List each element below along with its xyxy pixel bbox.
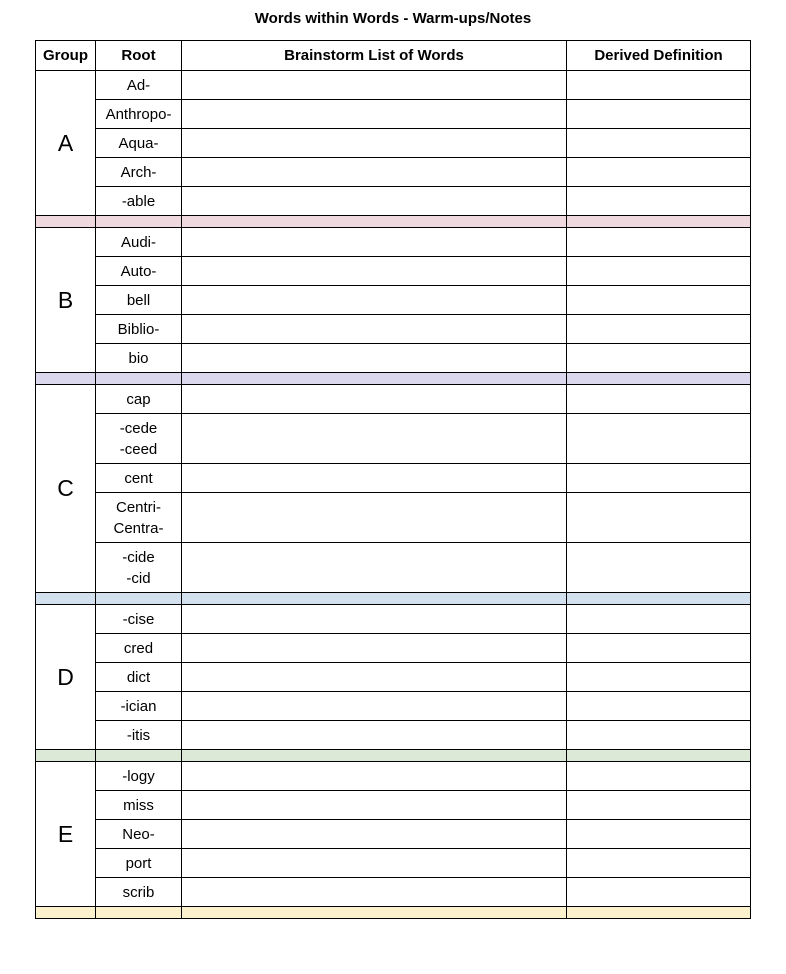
separator-cell (36, 593, 96, 605)
brainstorm-cell[interactable] (182, 820, 567, 849)
group-separator-row (36, 750, 751, 762)
definition-cell[interactable] (567, 605, 751, 634)
page-title: Words within Words - Warm-ups/Notes (254, 10, 532, 27)
root-text: scrib (122, 883, 155, 901)
root-cell (96, 286, 182, 315)
root-text: -ceed (119, 440, 158, 458)
root-text: cap (126, 390, 151, 408)
brainstorm-cell[interactable] (182, 605, 567, 634)
root-text: Centri- (115, 498, 161, 516)
separator-cell (567, 593, 751, 605)
roots-table (35, 40, 751, 919)
separator-cell (567, 373, 751, 385)
table-row (36, 721, 751, 750)
root-cell (96, 605, 182, 634)
brainstorm-cell[interactable] (182, 286, 567, 315)
root-text: bell (126, 291, 151, 309)
table-row (36, 634, 751, 663)
table-row (36, 605, 751, 634)
brainstorm-cell[interactable] (182, 315, 567, 344)
definition-cell[interactable] (567, 791, 751, 820)
brainstorm-cell[interactable] (182, 663, 567, 692)
brainstorm-header: Brainstorm List of Words (182, 41, 567, 71)
brainstorm-cell[interactable] (182, 158, 567, 187)
brainstorm-cell[interactable] (182, 464, 567, 493)
table-row (36, 71, 751, 100)
definition-cell[interactable] (567, 634, 751, 663)
definition-cell[interactable] (567, 187, 751, 216)
root-cell (96, 791, 182, 820)
separator-cell (36, 750, 96, 762)
root-cell (96, 464, 182, 493)
root-text: -ician (120, 697, 157, 715)
root-text: port (125, 854, 152, 872)
brainstorm-cell[interactable] (182, 849, 567, 878)
brainstorm-cell[interactable] (182, 257, 567, 286)
definition-cell[interactable] (567, 663, 751, 692)
separator-cell (567, 216, 751, 228)
brainstorm-cell[interactable] (182, 129, 567, 158)
definition-cell[interactable] (567, 464, 751, 493)
definition-cell[interactable] (567, 493, 751, 543)
separator-cell (182, 373, 567, 385)
table-row (36, 663, 751, 692)
root-cell (96, 158, 182, 187)
table-body (36, 71, 751, 919)
brainstorm-cell[interactable] (182, 344, 567, 373)
separator-cell (182, 216, 567, 228)
brainstorm-cell[interactable] (182, 187, 567, 216)
definition-cell[interactable] (567, 414, 751, 464)
root-cell (96, 385, 182, 414)
root-text: Auto- (120, 262, 157, 280)
table-row (36, 692, 751, 721)
root-text: dict (126, 668, 151, 686)
group-separator-row (36, 907, 751, 919)
table-row (36, 543, 751, 593)
table-row (36, 158, 751, 187)
separator-cell (96, 373, 182, 385)
root-cell (96, 849, 182, 878)
separator-cell (36, 216, 96, 228)
group-separator-row (36, 373, 751, 385)
brainstorm-cell[interactable] (182, 543, 567, 593)
table-row (36, 849, 751, 878)
definition-cell[interactable] (567, 158, 751, 187)
root-cell (96, 344, 182, 373)
table-row (36, 315, 751, 344)
table-row (36, 464, 751, 493)
root-text: -cide (122, 548, 155, 566)
group-label: D (36, 605, 96, 750)
group-separator-row (36, 216, 751, 228)
table-row (36, 129, 751, 158)
separator-cell (36, 373, 96, 385)
definition-cell[interactable] (567, 257, 751, 286)
table-row (36, 286, 751, 315)
root-text: Neo- (122, 825, 155, 843)
table-row (36, 791, 751, 820)
root-cell (96, 543, 182, 593)
root-cell (96, 129, 182, 158)
table-row (36, 414, 751, 464)
separator-cell (36, 907, 96, 919)
root-text: Ad- (126, 76, 151, 94)
root-text: miss (123, 796, 154, 814)
root-cell (96, 721, 182, 750)
brainstorm-cell[interactable] (182, 762, 567, 791)
root-cell (96, 71, 182, 100)
root-cell (96, 493, 182, 543)
table-row (36, 187, 751, 216)
table-row (36, 257, 751, 286)
root-cell (96, 663, 182, 692)
table-row (36, 385, 751, 414)
brainstorm-cell[interactable] (182, 493, 567, 543)
brainstorm-cell[interactable] (182, 634, 567, 663)
definition-cell[interactable] (567, 820, 751, 849)
root-cell (96, 257, 182, 286)
root-text: Arch- (120, 163, 157, 181)
definition-cell[interactable] (567, 692, 751, 721)
group-label: C (36, 385, 96, 593)
root-cell (96, 228, 182, 257)
root-text: Audi- (120, 233, 157, 251)
root-text: -cede (119, 419, 158, 437)
group-label: A (36, 71, 96, 216)
separator-cell (567, 907, 751, 919)
root-cell (96, 100, 182, 129)
root-cell (96, 187, 182, 216)
root-cell (96, 762, 182, 791)
table-row (36, 878, 751, 907)
definition-cell[interactable] (567, 762, 751, 791)
separator-cell (96, 216, 182, 228)
definition-header: Derived Definition (567, 41, 751, 71)
brainstorm-cell[interactable] (182, 385, 567, 414)
root-text: Centra- (113, 519, 164, 537)
brainstorm-cell[interactable] (182, 878, 567, 907)
brainstorm-cell[interactable] (182, 692, 567, 721)
root-cell (96, 315, 182, 344)
definition-cell[interactable] (567, 344, 751, 373)
root-text: Anthropo- (105, 105, 172, 123)
root-text: -able (121, 192, 156, 210)
definition-cell[interactable] (567, 71, 751, 100)
brainstorm-cell[interactable] (182, 791, 567, 820)
root-text: Biblio- (117, 320, 160, 338)
definition-cell[interactable] (567, 129, 751, 158)
separator-cell (96, 593, 182, 605)
root-text: Aqua- (118, 134, 159, 152)
table-row (36, 493, 751, 543)
root-text: bio (128, 349, 149, 367)
root-cell (96, 878, 182, 907)
definition-cell[interactable] (567, 543, 751, 593)
table-row (36, 344, 751, 373)
root-cell (96, 414, 182, 464)
root-cell (96, 820, 182, 849)
table-row (36, 100, 751, 129)
root-cell (96, 634, 182, 663)
root-text: -itis (126, 726, 151, 744)
definition-cell[interactable] (567, 286, 751, 315)
definition-cell[interactable] (567, 228, 751, 257)
brainstorm-cell[interactable] (182, 721, 567, 750)
definition-cell[interactable] (567, 878, 751, 907)
group-header: Group (36, 41, 96, 71)
group-label: B (36, 228, 96, 373)
table-row (36, 762, 751, 791)
root-text: -cise (122, 610, 155, 628)
root-text: cent (124, 469, 153, 487)
group-separator-row (36, 593, 751, 605)
brainstorm-cell[interactable] (182, 414, 567, 464)
definition-cell[interactable] (567, 721, 751, 750)
separator-cell (567, 750, 751, 762)
definition-cell[interactable] (567, 100, 751, 129)
separator-cell (182, 593, 567, 605)
definition-cell[interactable] (567, 849, 751, 878)
root-cell (96, 692, 182, 721)
separator-cell (182, 750, 567, 762)
separator-cell (96, 907, 182, 919)
brainstorm-cell[interactable] (182, 228, 567, 257)
header-row (36, 41, 751, 71)
root-text: -logy (122, 767, 155, 785)
brainstorm-cell[interactable] (182, 100, 567, 129)
group-label: E (36, 762, 96, 907)
separator-cell (182, 907, 567, 919)
definition-cell[interactable] (567, 385, 751, 414)
separator-cell (96, 750, 182, 762)
root-text: -cid (126, 569, 151, 587)
root-text: cred (123, 639, 154, 657)
table-row (36, 820, 751, 849)
table-row (36, 228, 751, 257)
brainstorm-cell[interactable] (182, 71, 567, 100)
definition-cell[interactable] (567, 315, 751, 344)
root-header: Root (96, 41, 182, 71)
